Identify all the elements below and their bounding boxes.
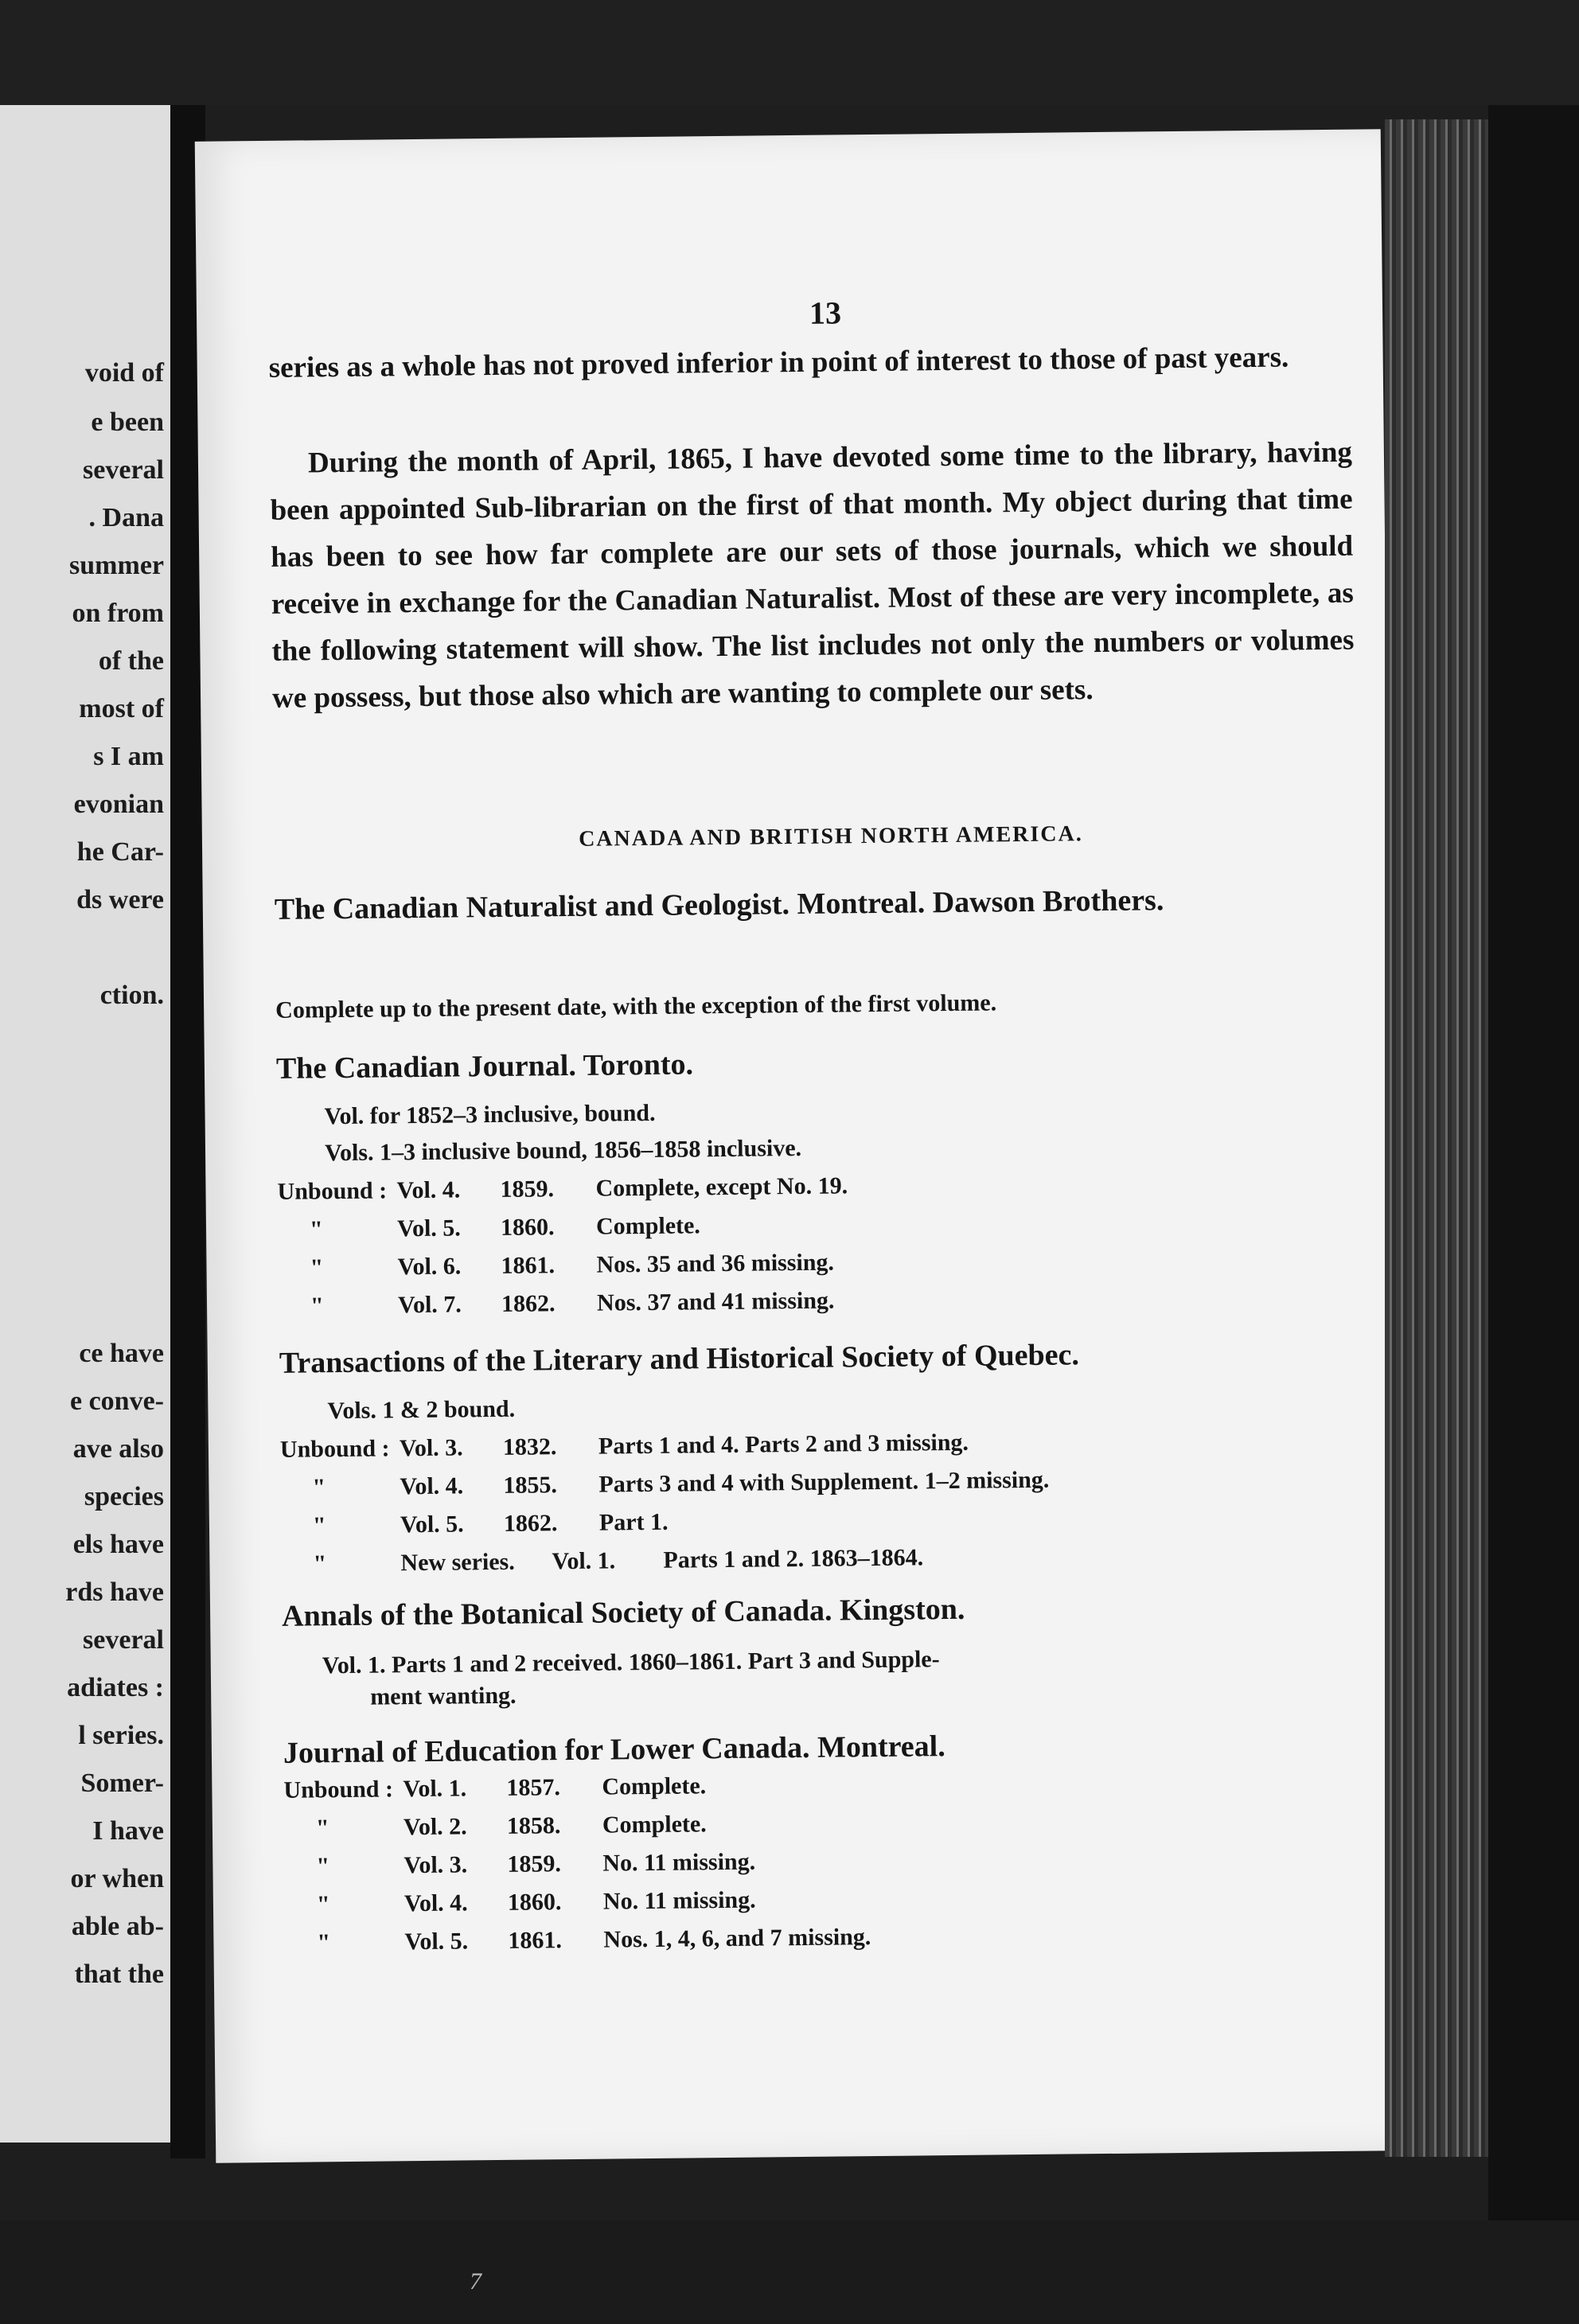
left-page-line: void of xyxy=(84,358,164,388)
row-prefix: " xyxy=(312,1474,326,1501)
entry-title: Annals of the Botanical Society of Canada. Kingston. xyxy=(281,1592,965,1633)
left-page-line: els have xyxy=(72,1530,164,1559)
left-page-line: ction. xyxy=(99,981,164,1010)
left-page-line: most of xyxy=(79,694,164,723)
entry-note: Vols. 1 & 2 bound. xyxy=(327,1395,516,1425)
left-page-line: that the xyxy=(74,1959,164,1989)
row-prefix: " xyxy=(317,1929,331,1956)
entry-title: Journal of Education for Lower Canada. Montreal. xyxy=(283,1729,945,1770)
entry-note: ment wanting. xyxy=(370,1682,517,1710)
row-status: Complete. xyxy=(595,1212,701,1240)
entry-title: The Canadian Naturalist and Geologist. Montreal. Dawson Brothers. xyxy=(274,883,1164,926)
section-heading: CANADA AND BRITISH NORTH AMERICA. xyxy=(578,821,1083,852)
left-page-line: ave also xyxy=(72,1434,164,1464)
right-page xyxy=(195,129,1402,2162)
page-number: 13 xyxy=(809,294,842,331)
left-page-line: e conve- xyxy=(69,1386,164,1416)
entry-note: Vol. for 1852–3 inclusive, bound. xyxy=(324,1099,656,1130)
row-year: 1858. xyxy=(506,1812,561,1839)
row-status: Parts 3 and 4 with Supplement. 1–2 missing. xyxy=(598,1466,1050,1498)
left-page-line: Somer- xyxy=(80,1768,164,1798)
row-status: Nos. 37 and 41 missing. xyxy=(596,1287,835,1316)
left-page-line: ds were xyxy=(76,885,164,914)
row-status: Nos. 35 and 36 missing. xyxy=(596,1249,835,1278)
row-year: 1860. xyxy=(507,1889,562,1916)
row-status: Nos. 1, 4, 6, and 7 missing. xyxy=(603,1924,871,1953)
row-volume: Vol. 3. xyxy=(404,1851,468,1879)
row-status: No. 11 missing. xyxy=(602,1886,756,1915)
row-prefix: " xyxy=(313,1550,327,1577)
left-page-line: on from xyxy=(72,599,164,628)
left-page-line: l series. xyxy=(78,1721,164,1750)
row-volume: Vol. 2. xyxy=(403,1813,467,1841)
page-content xyxy=(268,288,1367,1956)
row-status: No. 11 missing. xyxy=(602,1848,756,1877)
row-year: 1859. xyxy=(500,1176,555,1203)
entry-note: Vols. 1–3 inclusive bound, 1856–1858 inclusive. xyxy=(324,1134,802,1167)
row-year: 1859. xyxy=(507,1850,562,1878)
intro-paragraph: During the month of April, 1865, I have devoted some time to the library, having been appointed Sub-librarian on the first of that month. My object during that time has been to see how far complete are our sets of those journals, which we should receive in exchange for the Canadian Naturalist. Most of these are very incomplete, as the following statement will show. The list includes not only the numbers or volumes we possess, but those also which are wanting to complete our sets. xyxy=(270,435,1355,715)
scan-bottom-border xyxy=(0,2221,1579,2324)
row-year: 1862. xyxy=(503,1510,558,1537)
entry-note: Complete up to the present date, with the exception of the first volume. xyxy=(275,989,997,1024)
left-page-line: s I am xyxy=(93,742,164,771)
row-volume: Vol. 4. xyxy=(404,1889,468,1917)
row-volume: Vol. 7. xyxy=(397,1291,462,1319)
left-page-line: or when xyxy=(70,1864,164,1893)
intro-paragraph: series as a whole has not proved inferior in point of interest to those of past years. xyxy=(268,341,1289,384)
row-prefix: " xyxy=(312,1512,326,1539)
row-volume: Vol. 5. xyxy=(396,1215,461,1242)
entry-title: The Canadian Journal. Toronto. xyxy=(275,1047,694,1086)
row-volume: Vol. 5. xyxy=(400,1511,464,1538)
left-page-line: summer xyxy=(69,551,164,580)
row-prefix: " xyxy=(310,1254,324,1281)
left-page-line: he Car- xyxy=(76,837,164,867)
row-year: 1861. xyxy=(508,1927,563,1954)
row-status: Parts 1 and 2. 1863–1864. xyxy=(663,1544,924,1573)
row-prefix: Unbound : xyxy=(283,1776,394,1803)
row-volume: Vol. 1. xyxy=(403,1775,467,1803)
row-volume: Vol. 5. xyxy=(404,1928,469,1956)
row-prefix: " xyxy=(310,1293,324,1320)
row-prefix: " xyxy=(316,1853,330,1880)
book-page-edges xyxy=(1385,119,1488,2157)
row-volume: Vol. 4. xyxy=(396,1176,461,1204)
left-page-fragment xyxy=(0,105,170,2143)
left-page-line: able ab- xyxy=(71,1912,164,1941)
row-year: 1855. xyxy=(503,1472,558,1499)
row-prefix: " xyxy=(316,1891,330,1918)
row-year: Vol. 1. xyxy=(552,1547,616,1575)
left-page-line: species xyxy=(84,1482,164,1511)
left-page-line: several xyxy=(83,455,164,485)
left-page-line: evonian xyxy=(73,790,164,819)
entry-title: Transactions of the Literary and Historical Society of Quebec. xyxy=(279,1338,1080,1380)
row-status: Parts 1 and 4. Parts 2 and 3 missing. xyxy=(598,1429,969,1460)
row-year: 1862. xyxy=(501,1290,556,1317)
row-status: Complete. xyxy=(602,1811,707,1839)
row-volume: New series. xyxy=(400,1548,515,1577)
row-volume: Vol. 3. xyxy=(399,1434,463,1462)
scan-right-border xyxy=(1488,105,1579,2222)
row-prefix: Unbound : xyxy=(277,1177,388,1205)
row-status: Part 1. xyxy=(598,1508,669,1536)
left-page-line: . Dana xyxy=(88,503,164,532)
left-page-line: of the xyxy=(98,646,164,676)
entry-note: Vol. 1. Parts 1 and 2 received. 1860–1861. Part 3 and Supple- xyxy=(322,1646,940,1679)
row-year: 1832. xyxy=(502,1433,557,1460)
bottom-mark: 7 xyxy=(470,2268,481,2295)
left-page-line: ce have xyxy=(79,1339,164,1368)
left-page-line: several xyxy=(83,1625,164,1655)
row-year: 1860. xyxy=(500,1214,555,1241)
row-year: 1857. xyxy=(506,1774,561,1801)
row-volume: Vol. 4. xyxy=(400,1472,464,1500)
left-page-line: e been xyxy=(91,407,164,437)
left-page-line: I have xyxy=(92,1816,164,1846)
row-year: 1861. xyxy=(501,1252,556,1279)
row-volume: Vol. 6. xyxy=(397,1253,462,1281)
row-status: Complete. xyxy=(602,1772,707,1800)
row-prefix: " xyxy=(309,1216,323,1243)
scan-top-border xyxy=(0,0,1579,105)
row-status: Complete, except No. 19. xyxy=(595,1172,848,1202)
left-page-line: rds have xyxy=(65,1577,164,1607)
row-prefix: Unbound : xyxy=(279,1435,390,1463)
row-prefix: " xyxy=(315,1815,329,1842)
left-page-line: adiates : xyxy=(67,1673,164,1702)
